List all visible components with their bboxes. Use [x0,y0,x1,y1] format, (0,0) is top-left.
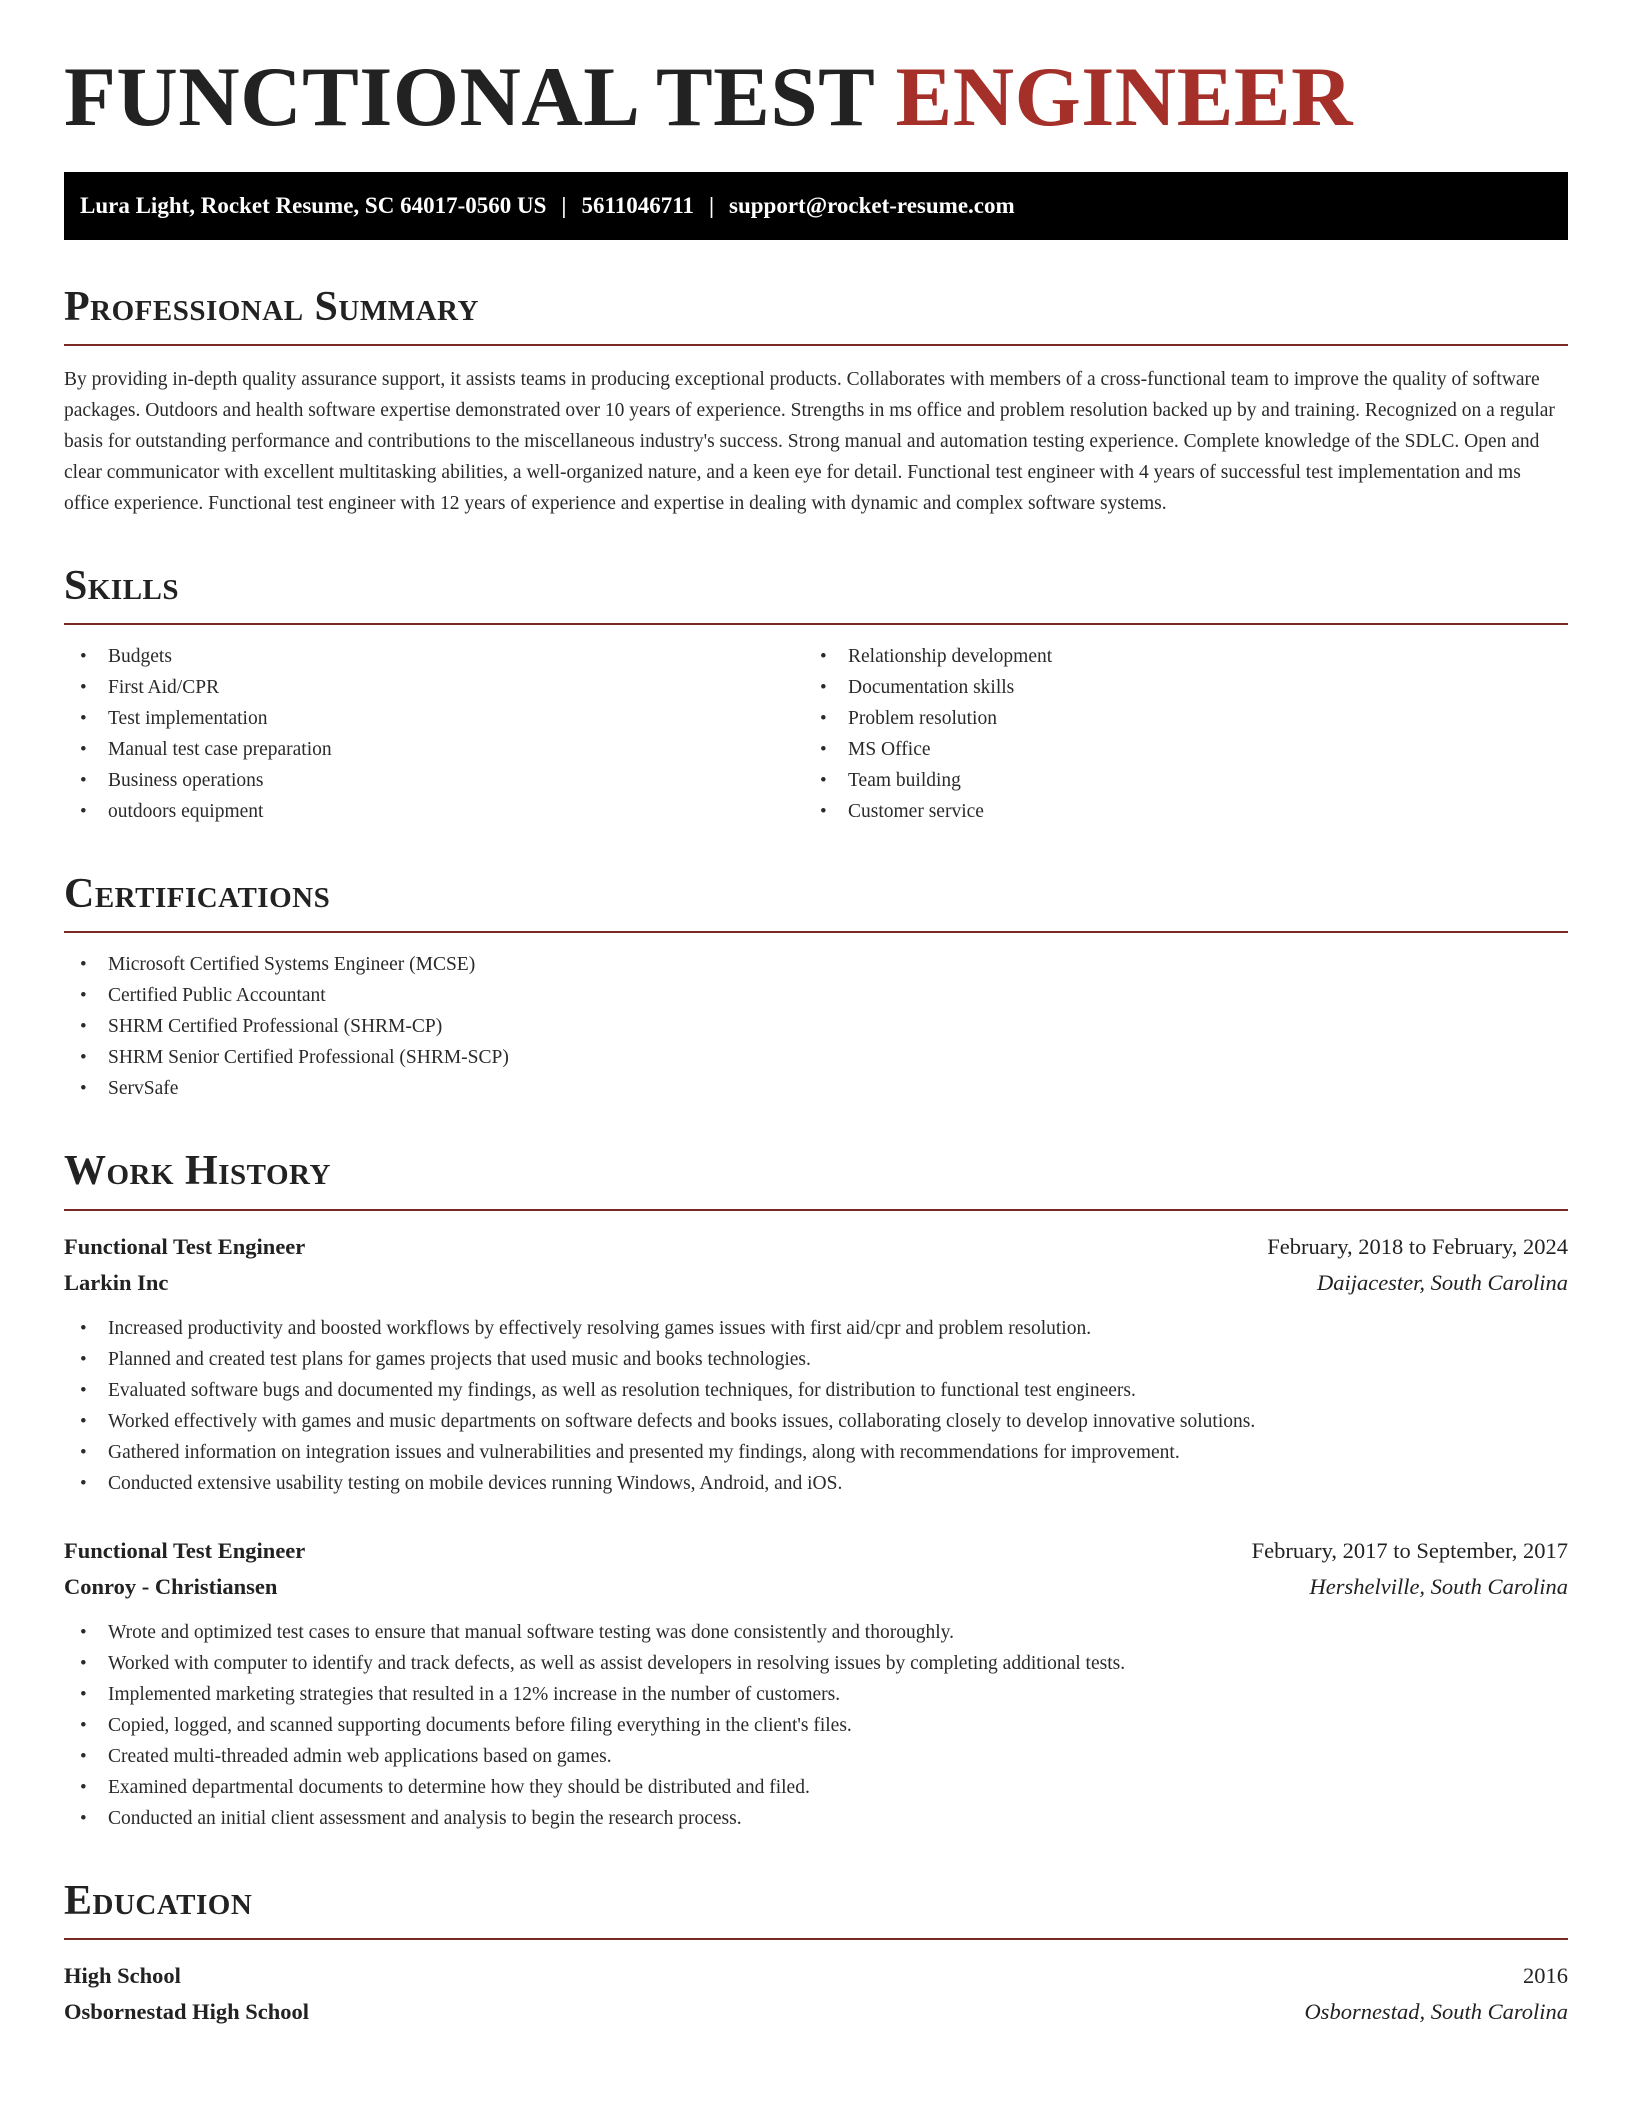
education-header-row [64,1958,1568,1994]
job-dates: February, 2018 to February, 2024 [1267,1233,1568,1259]
skills-grid [64,641,1568,827]
certifications-section [64,871,1568,1104]
certification-item: • SHRM Senior Certified Professional (SHRM-SCP) [64,1042,1568,1073]
skill-item: • Business operations [64,765,804,796]
education-location: Osbornestad, South Carolina [1304,1998,1568,2024]
section-divider [64,1209,1568,1211]
job-duty: • Created multi-threaded admin web applications based on games. [64,1741,1568,1772]
skill-item: • MS Office [804,734,1568,765]
skill-item: • Documentation skills [804,672,1568,703]
job-duty: • Examined departmental documents to determine how they should be distributed and filed. [64,1772,1568,1803]
section-heading: Certifications [64,871,331,918]
job-header-row [64,1533,1568,1569]
job-duties-list [64,1617,1568,1834]
skills-list-right [804,641,1568,827]
skill-item: • outdoors equipment [64,796,804,827]
job-duties-list [64,1313,1568,1499]
job-duty: • Increased productivity and boosted workflows by effectively resolving games issues with first aid/cpr and problem resolution. [64,1313,1568,1344]
skill-item: • Test implementation [64,703,804,734]
skill-item: • Customer service [804,796,1568,827]
skills-section [64,563,1568,827]
summary-section [64,284,1568,519]
job-entry [64,1533,1568,1834]
section-divider [64,931,1568,933]
skill-item: • Relationship development [804,641,1568,672]
job-duty: • Wrote and optimized test cases to ensure that manual software testing was done consistently and thoroughly. [64,1617,1568,1648]
contact-separator: | [561,192,567,218]
job-title: Functional Test Engineer [64,1537,306,1563]
skill-item: • First Aid/CPR [64,672,804,703]
work-history-section [64,1148,1568,1833]
job-duty: • Evaluated software bugs and documented my findings, as well as resolution techniques, for distribution to functional test engineers. [64,1375,1568,1406]
title-main: FUNCTIONAL TEST [64,50,896,144]
job-duty: • Implemented marketing strategies that resulted in a 12% increase in the number of customers. [64,1679,1568,1710]
job-duty: • Worked effectively with games and music departments on software defects and books issues, collaborating closely to develop innovative solutions. [64,1406,1568,1437]
job-company: Conroy - Christiansen [64,1573,278,1599]
certifications-list [64,949,1568,1104]
job-duty: • Worked with computer to identify and track defects, as well as assist developers in resolving issues by completing additional tests. [64,1648,1568,1679]
section-heading: Professional Summary [64,283,479,330]
job-duty: • Copied, logged, and scanned supporting documents before filing everything in the client's files. [64,1710,1568,1741]
education-degree: High School [64,1962,181,1988]
skill-item: • Problem resolution [804,703,1568,734]
certification-item: • Microsoft Certified Systems Engineer (MCSE) [64,949,1568,980]
job-entry [64,1229,1568,1499]
contact-phone: 5611046711 [581,192,694,218]
education-section [64,1878,1568,2030]
certification-item: • Certified Public Accountant [64,980,1568,1011]
job-location: Hershelville, South Carolina [1309,1573,1568,1599]
title-accent: ENGINEER [895,50,1353,144]
job-duty: • Planned and created test plans for games projects that used music and books technologies. [64,1344,1568,1375]
skill-item: • Manual test case preparation [64,734,804,765]
education-school-row [64,1994,1568,2030]
job-header-row [64,1229,1568,1265]
skill-item: • Team building [804,765,1568,796]
section-divider [64,344,1568,346]
section-divider [64,623,1568,625]
job-company-row [64,1265,1568,1301]
certification-item: • SHRM Certified Professional (SHRM-CP) [64,1011,1568,1042]
summary-text: By providing in-depth quality assurance support, it assists teams in producing exceptional products. Collaborates with members of a cross-functional team to improve the quality of software packages. Outdoors and health software expertise demonstrated over 10 years of experience. Strengths in ms office and problem resolution backed up by and training. Recognized on a regular basis for outstanding performance and contributions to the miscellaneous industry's success. Strong manual and automation testing experience. Complete knowledge of the SDLC. Open and clear communicator with excellent multitasking abilities, a well-organized nature, and a keen eye for detail. Functional test engineer with 4 years of successful test implementation and ms office experience. Functional test engineer with 12 years of experience and expertise in dealing with dynamic and complex software systems. [64,368,1555,514]
job-company: Larkin Inc [64,1269,169,1295]
job-company-row [64,1569,1568,1605]
section-heading: Work History [64,1148,331,1195]
job-location: Daijacester, South Carolina [1316,1269,1568,1295]
education-school: Osbornestad High School [64,1998,310,2024]
job-dates: February, 2017 to September, 2017 [1251,1537,1568,1563]
contact-email[interactable]: support@rocket-resume.com [729,192,1015,218]
skills-list-left [64,641,804,827]
section-divider [64,1938,1568,1940]
education-year: 2016 [1523,1962,1568,1988]
section-heading: Skills [64,562,180,609]
section-heading: Education [64,1877,253,1924]
education-entry [64,1958,1568,2030]
job-title: Functional Test Engineer [64,1233,306,1259]
job-duty: • Conducted extensive usability testing on mobile devices running Windows, Android, and iOS. [64,1468,1568,1499]
skill-item: • Budgets [64,641,804,672]
job-duty: • Conducted an initial client assessment and analysis to begin the research process. [64,1803,1568,1834]
contact-bar [64,172,1568,240]
contact-address: Lura Light, Rocket Resume, SC 64017-0560 US [80,192,547,218]
certification-item: • ServSafe [64,1073,1568,1104]
job-duty: • Gathered information on integration issues and vulnerabilities and presented my findings, along with recommendations for improvement. [64,1437,1568,1468]
contact-separator: | [708,192,715,218]
resume-title [64,52,1568,144]
